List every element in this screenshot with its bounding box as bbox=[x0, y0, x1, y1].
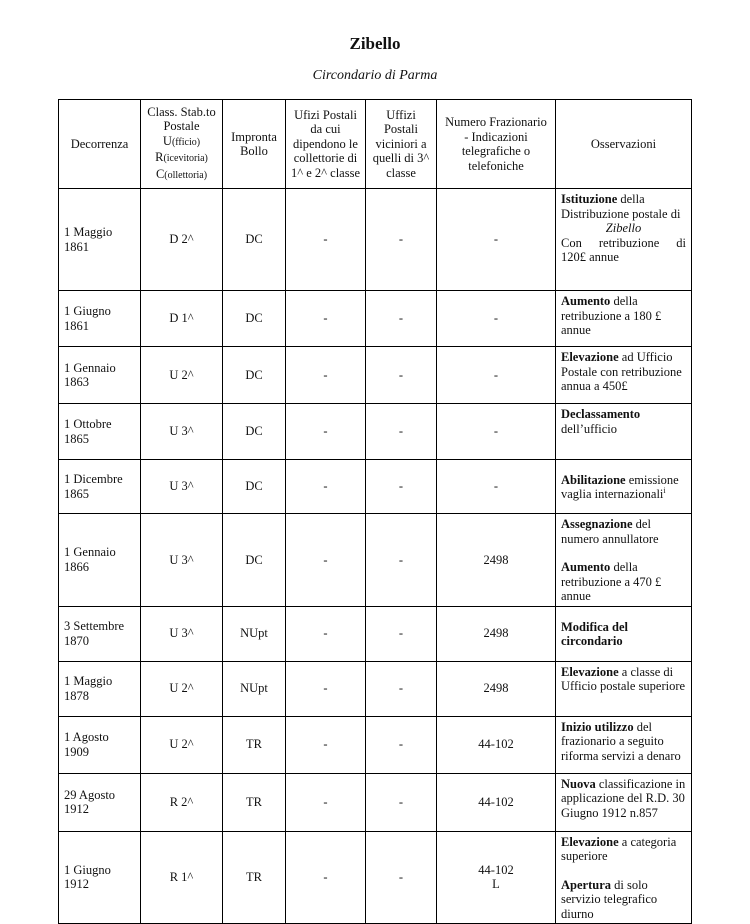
cell-osservazioni bbox=[556, 773, 692, 831]
cell-osservazioni bbox=[556, 347, 692, 404]
cell-decorrenza: 1 Agosto 1909 bbox=[59, 716, 141, 773]
cell-impronta-bollo: DC bbox=[223, 347, 286, 404]
cell-impronta-bollo: TR bbox=[223, 831, 286, 924]
header-numero-frazionario: Numero Frazionario - Indicazioni telegrafiche o telefoniche bbox=[437, 100, 556, 189]
obs-bold-text: Modifica del circondario bbox=[561, 619, 629, 648]
table-row bbox=[59, 404, 692, 460]
cell-uffizi-viciniori: - bbox=[366, 716, 437, 773]
cell-classificazione: R 2^ bbox=[141, 773, 223, 831]
cell-osservazioni bbox=[556, 291, 692, 347]
cell-numero-frazionario: 2498 bbox=[437, 606, 556, 661]
cell-impronta-bollo: DC bbox=[223, 514, 286, 607]
cell-osservazioni bbox=[556, 189, 692, 291]
obs-text: del numero annullatore bbox=[561, 517, 659, 546]
numero-frazionario-value: 44-102 bbox=[478, 862, 514, 877]
obs-text: della retribuzione a 180 £ annue bbox=[561, 294, 662, 337]
table-row bbox=[59, 347, 692, 404]
cell-uffizi-viciniori: - bbox=[366, 460, 437, 514]
cell-classificazione: U 3^ bbox=[141, 514, 223, 607]
cell-classificazione: U 3^ bbox=[141, 404, 223, 460]
cell-osservazioni bbox=[556, 404, 692, 460]
obs-bold-text: Elevazione bbox=[561, 834, 619, 849]
obs-bold-text: Istituzione bbox=[561, 192, 618, 206]
obs-bold-text: Declassamento bbox=[561, 407, 641, 421]
header-class-u-rest: (fficio) bbox=[171, 136, 201, 148]
cell-ufizi-postali: - bbox=[286, 460, 366, 514]
page-title: Zibello bbox=[349, 34, 401, 53]
cell-osservazioni bbox=[556, 460, 692, 514]
postal-history-table bbox=[58, 99, 692, 924]
header-class-r: R bbox=[155, 150, 164, 165]
cell-uffizi-viciniori: - bbox=[366, 189, 437, 291]
header-class-r-rest: (icevitoria) bbox=[163, 153, 208, 165]
cell-ufizi-postali: - bbox=[286, 189, 366, 291]
cell-numero-frazionario: - bbox=[437, 291, 556, 347]
cell-uffizi-viciniori: - bbox=[366, 606, 437, 661]
cell-uffizi-viciniori: - bbox=[366, 661, 437, 716]
cell-osservazioni bbox=[556, 831, 692, 924]
cell-osservazioni bbox=[556, 661, 692, 716]
cell-ufizi-postali: - bbox=[286, 514, 366, 607]
cell-classificazione: D 1^ bbox=[141, 291, 223, 347]
cell-decorrenza: 1 Giugno 1861 bbox=[59, 291, 141, 347]
cell-uffizi-viciniori: - bbox=[366, 347, 437, 404]
obs-text: della Distribuzione postale di bbox=[561, 192, 681, 221]
cell-impronta-bollo: NUpt bbox=[223, 661, 286, 716]
header-row bbox=[59, 100, 692, 189]
cell-impronta-bollo: TR bbox=[223, 716, 286, 773]
cell-classificazione: D 2^ bbox=[141, 189, 223, 291]
header-osservazioni: Osservazioni bbox=[556, 100, 692, 189]
header-impronta-bollo: Impronta Bollo bbox=[223, 100, 286, 189]
header-decorrenza: Decorrenza bbox=[59, 100, 141, 189]
cell-decorrenza: 1 Maggio 1861 bbox=[59, 189, 141, 291]
cell-numero-frazionario: - bbox=[437, 189, 556, 291]
obs-footnote-mark: i bbox=[663, 485, 666, 495]
cell-ufizi-postali: - bbox=[286, 661, 366, 716]
cell-uffizi-viciniori: - bbox=[366, 291, 437, 347]
cell-decorrenza: 29 Agosto 1912 bbox=[59, 773, 141, 831]
obs-bold-text: Assegnazione bbox=[561, 517, 633, 531]
cell-numero-frazionario: - bbox=[437, 404, 556, 460]
obs-text: a classe di Ufficio postale superiore bbox=[561, 664, 686, 693]
obs-text: della retribuzione a 470 £ annue bbox=[561, 560, 662, 603]
page-subtitle: Circondario di Parma bbox=[312, 68, 438, 83]
obs-text: ad Ufficio Postale con retribuzione annua a 450£ bbox=[561, 350, 682, 393]
obs-text: del frazionario a seguito riforma servizi a denaro bbox=[561, 719, 681, 763]
obs-word: Con bbox=[561, 235, 582, 250]
cell-decorrenza: 1 Dicembre 1865 bbox=[59, 460, 141, 514]
cell-impronta-bollo: NUpt bbox=[223, 606, 286, 661]
cell-classificazione: R 1^ bbox=[141, 831, 223, 924]
cell-ufizi-postali: - bbox=[286, 831, 366, 924]
obs-bold-text: Nuova bbox=[561, 776, 596, 791]
obs-text: emissione vaglia internazionali bbox=[561, 472, 679, 501]
cell-uffizi-viciniori: - bbox=[366, 514, 437, 607]
cell-impronta-bollo: DC bbox=[223, 460, 286, 514]
cell-ufizi-postali: - bbox=[286, 716, 366, 773]
obs-bold-text: Elevazione bbox=[561, 664, 619, 679]
cell-numero-frazionario: - bbox=[437, 347, 556, 404]
table-row bbox=[59, 514, 692, 607]
cell-uffizi-viciniori: - bbox=[366, 773, 437, 831]
cell-osservazioni bbox=[556, 716, 692, 773]
obs-justified-line bbox=[561, 236, 686, 251]
cell-impronta-bollo: TR bbox=[223, 773, 286, 831]
obs-text: dell’ufficio bbox=[561, 421, 617, 436]
numero-frazionario-suffix: L bbox=[492, 877, 500, 892]
obs-bold-text: Apertura bbox=[561, 877, 611, 892]
header-class-line2: Postale bbox=[163, 119, 200, 134]
cell-decorrenza: 1 Ottobre 1865 bbox=[59, 404, 141, 460]
header-class-line1: Class. Stab.to bbox=[147, 104, 216, 119]
cell-ufizi-postali: - bbox=[286, 291, 366, 347]
cell-ufizi-postali: - bbox=[286, 404, 366, 460]
header-class-c-rest: (ollettoria) bbox=[164, 169, 208, 181]
table-row bbox=[59, 189, 692, 291]
table-row bbox=[59, 606, 692, 661]
cell-classificazione: U 2^ bbox=[141, 716, 223, 773]
cell-osservazioni bbox=[556, 514, 692, 607]
cell-impronta-bollo: DC bbox=[223, 404, 286, 460]
table-row bbox=[59, 661, 692, 716]
obs-word: retribuzione bbox=[598, 235, 660, 250]
cell-numero-frazionario bbox=[437, 831, 556, 924]
table-row bbox=[59, 773, 692, 831]
obs-bold-text: Aumento bbox=[561, 294, 611, 308]
obs-word: di bbox=[676, 235, 686, 250]
cell-classificazione: U 3^ bbox=[141, 460, 223, 514]
cell-decorrenza: 1 Gennaio 1863 bbox=[59, 347, 141, 404]
cell-numero-frazionario: 2498 bbox=[437, 661, 556, 716]
cell-impronta-bollo: DC bbox=[223, 291, 286, 347]
header-class-c: C bbox=[155, 166, 165, 181]
header-ufizi-postali: Ufizi Postali da cui dipendono le collettorie di 1^ e 2^ classe bbox=[286, 100, 366, 189]
table-row bbox=[59, 831, 692, 924]
cell-classificazione: U 3^ bbox=[141, 606, 223, 661]
obs-text: classificazione in applicazione del R.D. 30 Giugno 1912 n.857 bbox=[561, 776, 686, 820]
cell-uffizi-viciniori: - bbox=[366, 831, 437, 924]
cell-numero-frazionario: 44-102 bbox=[437, 773, 556, 831]
obs-text: a categoria superiore bbox=[561, 834, 677, 863]
header-uffizi-viciniori: Uffizi Postali viciniori a quelli di 3^ classe bbox=[366, 100, 437, 189]
cell-numero-frazionario: 44-102 bbox=[437, 716, 556, 773]
obs-text: 120£ annue bbox=[561, 250, 619, 264]
table-row bbox=[59, 716, 692, 773]
obs-bold-text: Aumento bbox=[561, 560, 611, 574]
cell-decorrenza: 1 Giugno 1912 bbox=[59, 831, 141, 924]
cell-ufizi-postali: - bbox=[286, 773, 366, 831]
cell-decorrenza: 1 Gennaio 1866 bbox=[59, 514, 141, 607]
cell-classificazione: U 2^ bbox=[141, 661, 223, 716]
cell-osservazioni bbox=[556, 606, 692, 661]
cell-decorrenza: 3 Settembre 1870 bbox=[59, 606, 141, 661]
obs-italic-text: Zibello bbox=[605, 221, 642, 235]
header-classificazione bbox=[141, 100, 223, 189]
cell-numero-frazionario: - bbox=[437, 460, 556, 514]
cell-classificazione: U 2^ bbox=[141, 347, 223, 404]
cell-numero-frazionario: 2498 bbox=[437, 514, 556, 607]
cell-ufizi-postali: - bbox=[286, 347, 366, 404]
table-row bbox=[59, 291, 692, 347]
obs-text: di solo servizio telegrafico diurno bbox=[561, 877, 658, 921]
cell-ufizi-postali: - bbox=[286, 606, 366, 661]
cell-impronta-bollo: DC bbox=[223, 189, 286, 291]
obs-bold-text: Inizio utilizzo bbox=[561, 719, 634, 734]
cell-decorrenza: 1 Maggio 1878 bbox=[59, 661, 141, 716]
obs-bold-text: Elevazione bbox=[561, 350, 619, 364]
cell-uffizi-viciniori: - bbox=[366, 404, 437, 460]
header-class-u: U bbox=[162, 133, 172, 148]
obs-bold-text: Abilitazione bbox=[561, 472, 626, 487]
table-row bbox=[59, 460, 692, 514]
